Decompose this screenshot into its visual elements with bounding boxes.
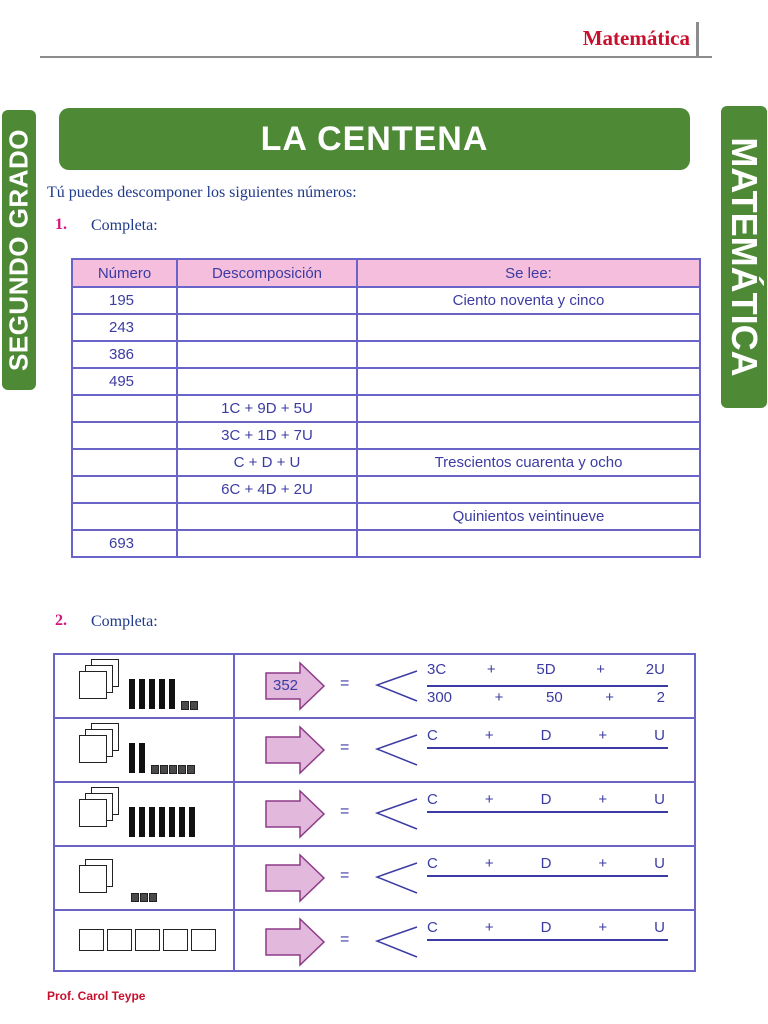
bracket-icon	[373, 731, 421, 771]
decomposition-cell: 1C + 9D + 5U	[177, 395, 357, 422]
hundred-flat	[135, 929, 160, 951]
table-row	[72, 503, 700, 530]
decomposition-cell[interactable]	[177, 287, 357, 314]
unit-cube	[178, 765, 186, 774]
place-value-token: 3C	[427, 661, 447, 678]
ten-rod	[159, 679, 165, 709]
plus-sign: +	[596, 661, 606, 678]
intro-text: Tú puedes descomponer los siguientes números:	[47, 184, 357, 201]
reading-cell: Ciento noventa y cinco	[357, 287, 700, 314]
ten-rod	[149, 679, 155, 709]
place-value-token: 2	[656, 689, 665, 706]
arrow-icon	[264, 917, 326, 967]
unit-cube	[140, 893, 148, 902]
unit-cube	[169, 765, 177, 774]
place-value-token: 5D	[536, 661, 556, 678]
question-2-number: 2.	[55, 612, 67, 629]
answer-line[interactable]	[427, 747, 668, 749]
place-value-token: C	[427, 855, 438, 872]
number-cell[interactable]	[72, 476, 177, 503]
hundred-block	[79, 799, 107, 827]
unit-cube	[151, 765, 159, 774]
table-row	[72, 368, 700, 395]
question-1-label: Completa:	[91, 217, 158, 234]
reading-cell[interactable]	[357, 476, 700, 503]
place-value-token: 300	[427, 689, 453, 706]
exercise-row	[53, 781, 696, 845]
hundred-flat	[191, 929, 216, 951]
number-cell: 386	[72, 341, 177, 368]
answer-line[interactable]	[427, 811, 668, 813]
ten-rod	[149, 807, 155, 837]
plus-sign: +	[605, 689, 615, 706]
reading-cell: Trescientos cuarenta y ocho	[357, 449, 700, 476]
unit-cube	[160, 765, 168, 774]
number-cell[interactable]	[72, 503, 177, 530]
bracket-icon	[373, 859, 421, 899]
place-value-token: C	[427, 791, 438, 808]
ten-rod	[129, 679, 135, 709]
blocks-exercise-grid	[53, 653, 696, 972]
ten-rod	[169, 679, 175, 709]
plus-sign: +	[484, 791, 494, 808]
plus-sign: +	[486, 661, 496, 678]
decomposition-cell[interactable]	[177, 530, 357, 557]
table-row	[72, 395, 700, 422]
ten-rod	[139, 679, 145, 709]
table-row	[72, 341, 700, 368]
decomposition-cell[interactable]	[177, 314, 357, 341]
hundred-flat	[107, 929, 132, 951]
unit-cube	[149, 893, 157, 902]
bracket-icon	[373, 667, 421, 707]
number-cell[interactable]	[72, 449, 177, 476]
question-1-number: 1.	[55, 216, 67, 233]
equals-sign: =	[340, 675, 350, 692]
plus-sign: +	[598, 919, 608, 936]
header-divider	[696, 22, 699, 58]
ten-rod	[169, 807, 175, 837]
place-value-token: C	[427, 919, 438, 936]
number-cell: 195	[72, 287, 177, 314]
ten-rod	[179, 807, 185, 837]
number-cell: 693	[72, 530, 177, 557]
subject-tab-label: MATEMÁTICA	[724, 137, 765, 377]
ten-rod	[139, 743, 145, 773]
number-cell: 495	[72, 368, 177, 395]
plus-sign: +	[484, 919, 494, 936]
reading-cell[interactable]	[357, 395, 700, 422]
ten-rod	[129, 743, 135, 773]
place-value-token: C	[427, 727, 438, 744]
unit-cube	[190, 701, 198, 710]
decomposition-line	[427, 919, 665, 936]
table-row	[72, 530, 700, 557]
reading-cell[interactable]	[357, 314, 700, 341]
exercise-row	[53, 845, 696, 909]
decomposition-line	[427, 727, 665, 744]
place-value-token: U	[654, 791, 665, 808]
decomposition-cell[interactable]	[177, 503, 357, 530]
ten-rod	[159, 807, 165, 837]
hundred-flat	[163, 929, 188, 951]
plus-sign: +	[598, 855, 608, 872]
table-row	[72, 476, 700, 503]
hundred-block	[79, 671, 107, 699]
decomposition-table	[71, 258, 701, 558]
number-cell: 243	[72, 314, 177, 341]
reading-cell[interactable]	[357, 530, 700, 557]
table-row	[72, 422, 700, 449]
decomposition-line	[427, 661, 665, 678]
decomposition-line	[427, 855, 665, 872]
example-number: 352	[273, 677, 299, 694]
author-credit: Prof. Carol Teype	[47, 989, 146, 1003]
place-value-token: U	[654, 855, 665, 872]
equals-sign: =	[340, 931, 350, 948]
ten-rod	[129, 807, 135, 837]
plus-sign: +	[494, 689, 504, 706]
hundred-block	[79, 735, 107, 763]
decomposition-line	[427, 689, 665, 706]
exercise-row	[53, 909, 696, 973]
unit-cube	[131, 893, 139, 902]
question-2-label: Completa:	[91, 613, 158, 630]
reading-cell[interactable]	[357, 422, 700, 449]
decomposition-line	[427, 791, 665, 808]
table-row	[72, 287, 700, 314]
table-row	[72, 314, 700, 341]
answer-line[interactable]	[427, 685, 668, 687]
table-row	[72, 449, 700, 476]
arrow-icon	[264, 853, 326, 903]
hundred-block	[79, 865, 107, 893]
bracket-icon	[373, 923, 421, 963]
decomposition-cell: 3C + 1D + 7U	[177, 422, 357, 449]
table-header-cell: Número	[72, 259, 177, 287]
decomposition-cell[interactable]	[177, 341, 357, 368]
decomposition-cell: 6C + 4D + 2U	[177, 476, 357, 503]
place-value-token: U	[654, 727, 665, 744]
unit-cube	[187, 765, 195, 774]
table-header-cell: Se lee:	[357, 259, 700, 287]
place-value-token: D	[540, 855, 552, 872]
decomposition-cell[interactable]	[177, 368, 357, 395]
ten-rod	[139, 807, 145, 837]
exercise-row	[53, 717, 696, 781]
subject-tab	[721, 106, 767, 408]
number-cell[interactable]	[72, 422, 177, 449]
unit-cube	[181, 701, 189, 710]
place-value-token: 2U	[645, 661, 665, 678]
grade-tab	[2, 110, 36, 390]
header-subject: Matemática	[582, 26, 690, 50]
place-value-token: D	[540, 727, 552, 744]
place-value-token: D	[540, 919, 552, 936]
plus-sign: +	[598, 791, 608, 808]
arrow-icon	[264, 789, 326, 839]
plus-sign: +	[484, 855, 494, 872]
hundred-flat	[79, 929, 104, 951]
plus-sign: +	[598, 727, 608, 744]
place-value-token: U	[654, 919, 665, 936]
decomposition-cell: C + D + U	[177, 449, 357, 476]
answer-line[interactable]	[427, 939, 668, 941]
page-title: LA CENTENA	[59, 108, 690, 170]
answer-line[interactable]	[427, 875, 668, 877]
reading-cell[interactable]	[357, 368, 700, 395]
plus-sign: +	[484, 727, 494, 744]
place-value-token: 50	[545, 689, 563, 706]
equals-sign: =	[340, 867, 350, 884]
reading-cell[interactable]	[357, 341, 700, 368]
table-header-cell: Descomposición	[177, 259, 357, 287]
arrow-icon	[264, 725, 326, 775]
bracket-icon	[373, 795, 421, 835]
reading-cell: Quinientos veintinueve	[357, 503, 700, 530]
ten-rod	[189, 807, 195, 837]
equals-sign: =	[340, 803, 350, 820]
grade-tab-label: SEGUNDO GRADO	[3, 129, 34, 371]
equals-sign: =	[340, 739, 350, 756]
number-cell[interactable]	[72, 395, 177, 422]
place-value-token: D	[540, 791, 552, 808]
exercise-row	[53, 653, 696, 717]
header-rule	[40, 56, 712, 58]
